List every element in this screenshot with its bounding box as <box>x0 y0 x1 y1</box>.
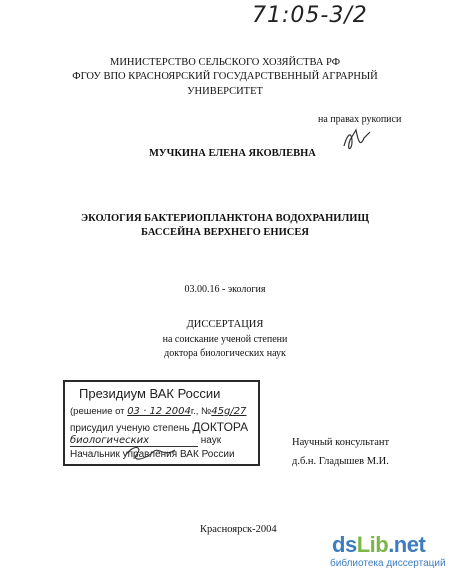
dslib-subtitle: библиотека диссертаций <box>330 558 446 569</box>
brand-lib: Lib <box>356 532 389 557</box>
stamp-title: Президиум ВАК России <box>79 386 221 401</box>
dissertation-title-line-1: ЭКОЛОГИЯ БАКТЕРИОПЛАНКТОНА ВОДОХРАНИЛИЩ <box>81 213 369 224</box>
stamp-chief: Начальник управления ВАК России <box>70 449 235 460</box>
stamp-awarded-prefix: присудил ученую степень <box>70 423 190 434</box>
brand-ds: ds <box>332 532 357 557</box>
dslib-watermark <box>330 532 446 576</box>
ministry-line-1: МИНИСТЕРСТВО СЕЛЬСКОГО ХОЗЯЙСТВА РФ <box>109 57 341 68</box>
ministry-line-3: УНИВЕРСИТЕТ <box>187 86 263 97</box>
consultant-label: Научный консультант <box>292 437 390 448</box>
archive-number: 71:05-3/2 <box>252 3 368 28</box>
doc-type-line-2: на соискание ученой степени <box>162 334 288 345</box>
signature-mark <box>340 126 374 154</box>
stamp-awarded-line <box>70 420 248 434</box>
stamp-decision-num-prefix: № <box>201 406 212 417</box>
dissertation-title-line-2: БАССЕЙНА ВЕРХНЕГО ЕНИСЕЯ <box>141 227 309 238</box>
dslib-brand <box>332 532 425 558</box>
doc-type-line-3: доктора биологических наук <box>164 348 286 359</box>
consultant-name: д.б.н. Гладышев М.И. <box>292 456 389 467</box>
stamp-decision-year-suffix: г., <box>190 406 199 417</box>
doc-type-title: ДИССЕРТАЦИЯ <box>186 319 264 330</box>
ministry-line-2: ФГОУ ВПО КРАСНОЯРСКИЙ ГОСУДАРСТВЕННЫЙ АГРАРНЫЙ <box>72 71 378 82</box>
stamp-decision-date: 03 · 12 2004 <box>127 406 191 417</box>
stamp-degree: ДОКТОРА <box>192 420 249 434</box>
stamp-decision-line <box>70 406 246 417</box>
stamp-decision-number: 45g/27 <box>211 406 247 417</box>
brand-net: .net <box>388 532 426 557</box>
author-name: МУЧКИНА ЕЛЕНА ЯКОВЛЕВНА <box>149 148 316 159</box>
rights-note: на правах рукописи <box>318 114 402 125</box>
stamp-decision-prefix: (решение от <box>70 406 125 417</box>
stamp-field-suffix: наук <box>200 435 222 446</box>
vak-stamp <box>63 380 260 466</box>
stamp-field-handwritten: биологических <box>70 435 198 447</box>
city-year: Красноярск-2004 <box>200 524 277 535</box>
specialty-code: 03.00.16 - экология <box>184 284 266 295</box>
stamp-signature-mark <box>123 442 177 464</box>
